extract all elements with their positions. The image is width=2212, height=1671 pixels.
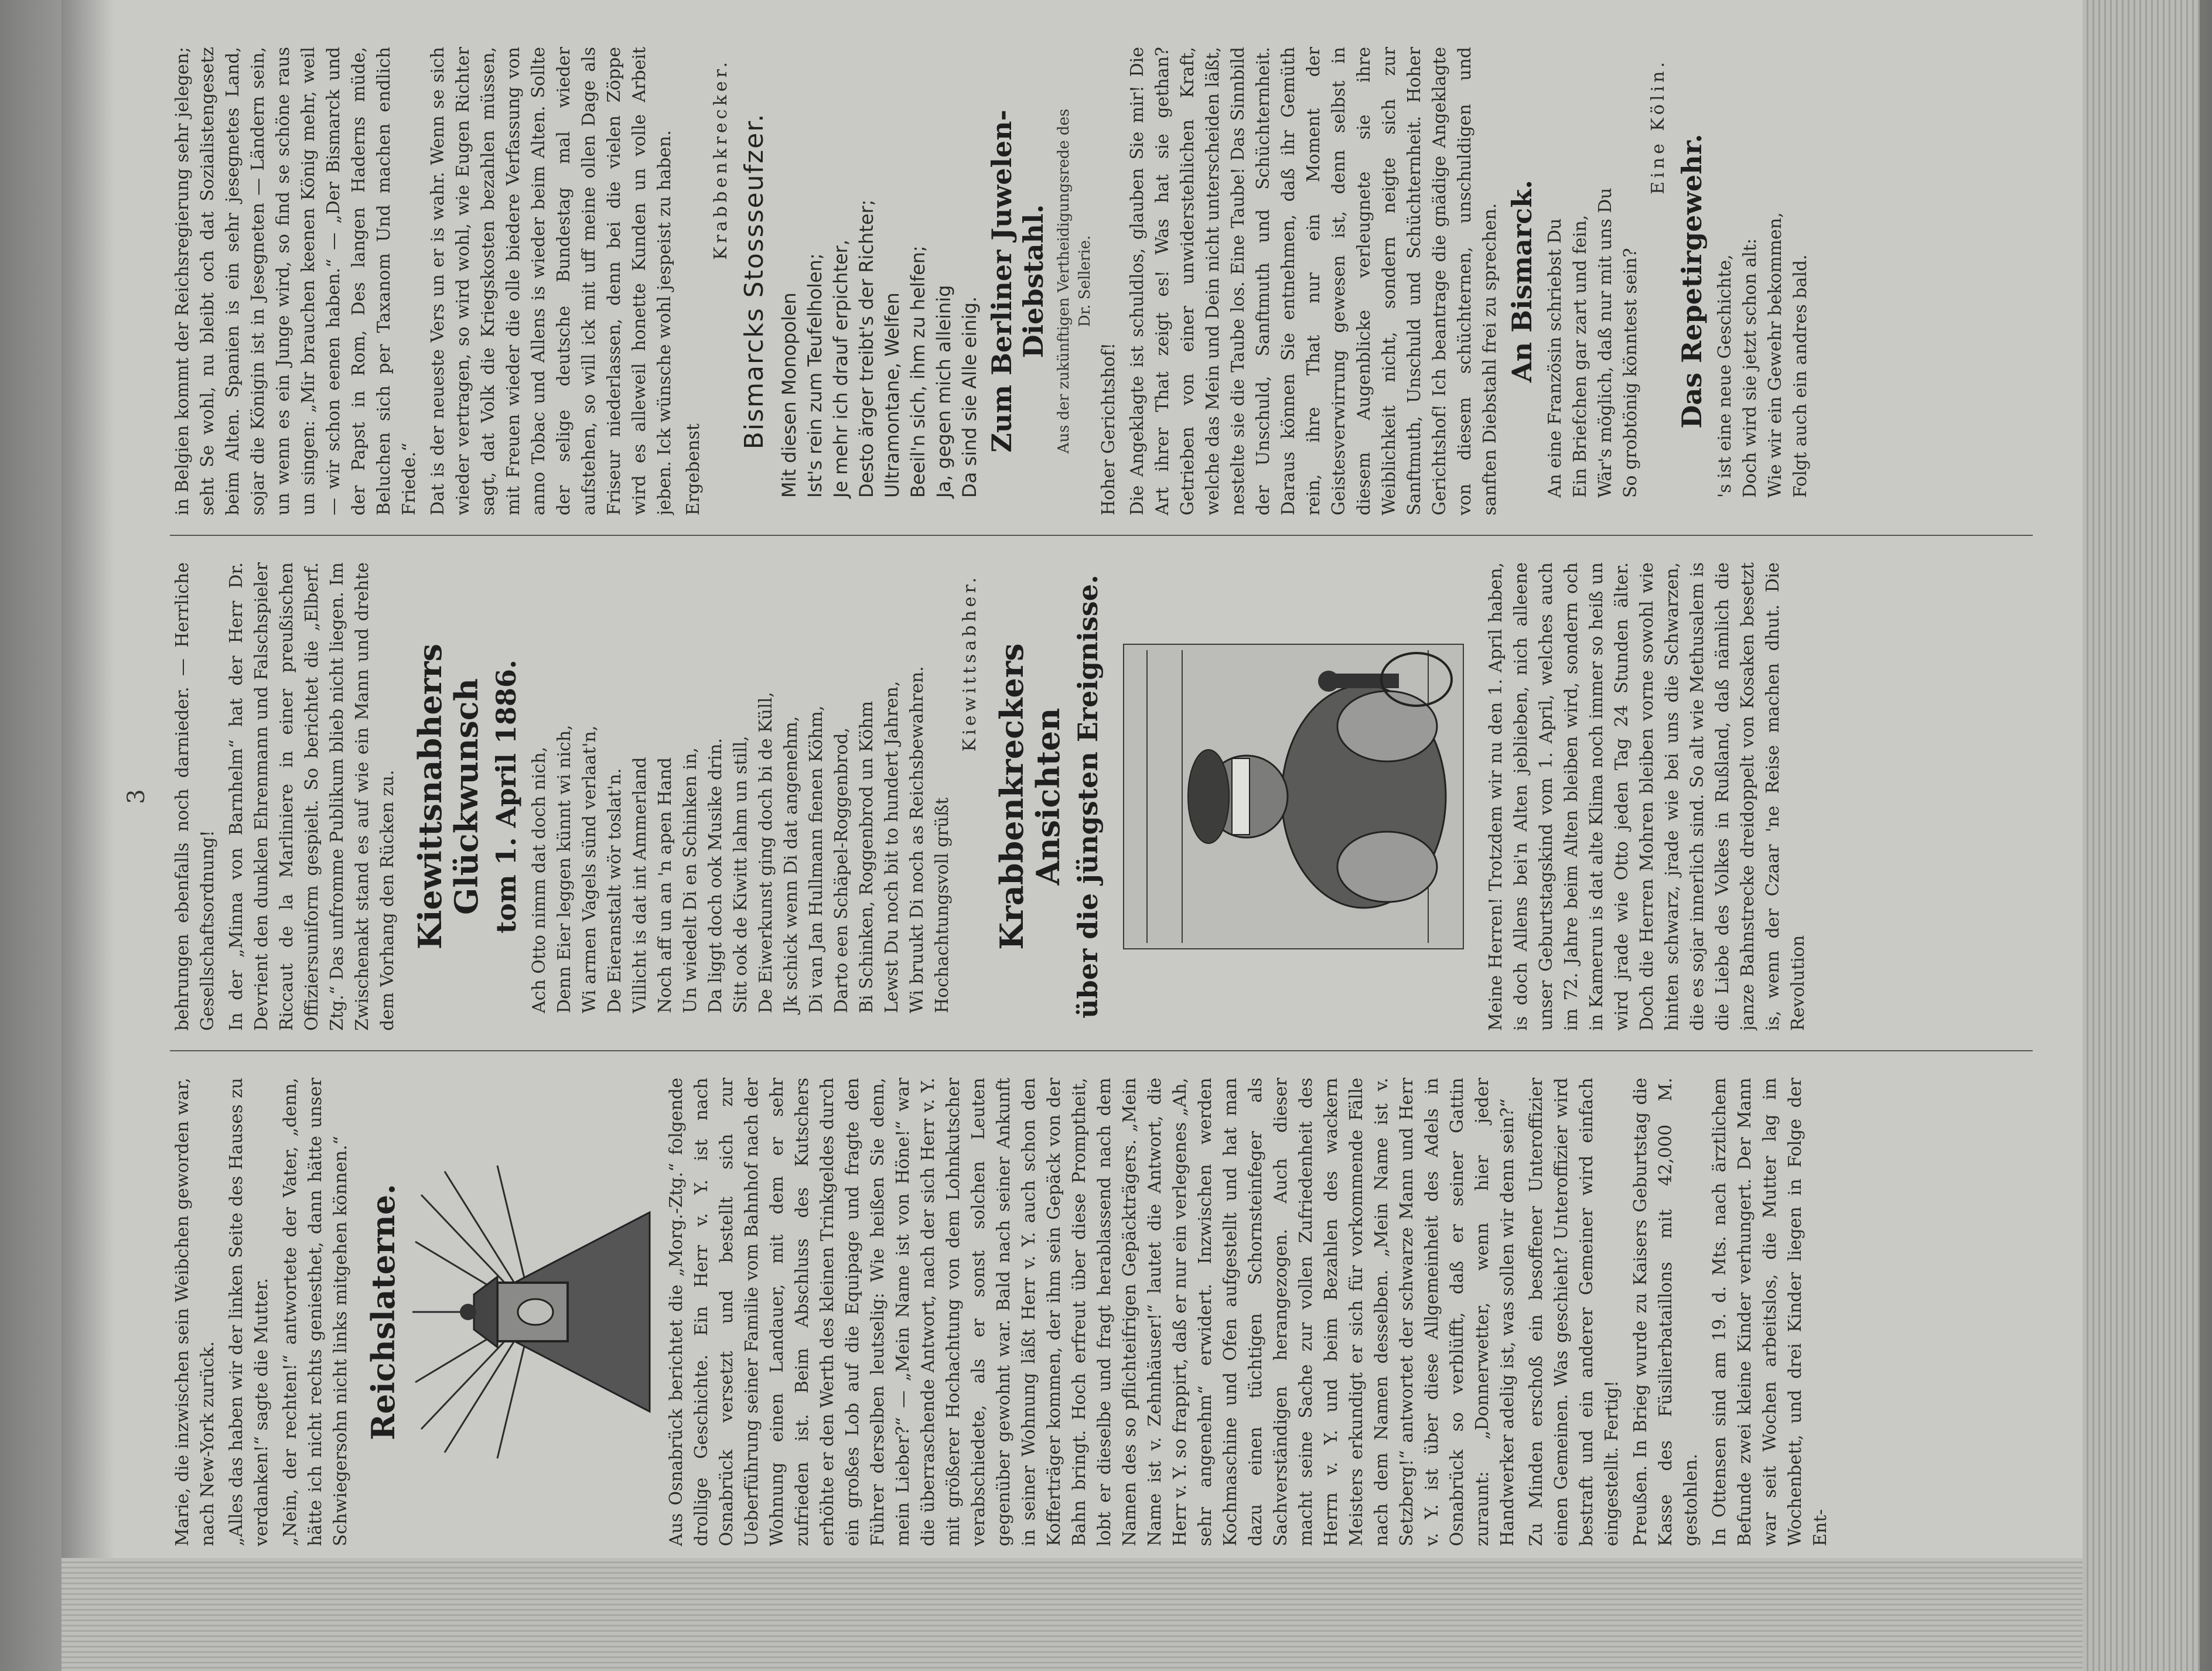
paragraph: „Nein, der rechten!“ antwortete der Vater, „denn, hätte ich nicht rechts geniesthet, dann hätte unser Schwiegersohn nicht links mitgehen können.“ — [280, 1078, 351, 1546]
verse-line: Ultramontane, Welfen — [881, 292, 903, 498]
page-number: 3 — [123, 789, 150, 804]
article-heading-juwelen: Zum Berliner Juwelen-Diebstahl. — [986, 110, 1049, 453]
paragraph: behrungen ebenfalls noch darnieder. — Herrliche Gesellschaftsordnung! — [172, 562, 218, 1031]
verse-line: Ja, gegen mich alleinig — [933, 285, 955, 498]
paragraph: Meine Herren! Trotzdem wir nu den 1. April haben, is doch Allens bei'n Alten jeblieben, nich alleene unser Geburtstagskind vom 1. April, welches auch im 72. Jahre beim Alten bleiben wird, sondern och in Kamerun is dat alte Klima noch immer so heiß un wird jrade wie Otto jeden Tag 24 Stunden älter. Doch die Herren Mohren bleiben vorne sowohl wie hinten schwarz, jrade wie bei uns die Schwarzen, die es sojar innerlich sind. So alt wie Methusalem is die Liebe des Volkes in Rußland, daß nämlich die janze Bahnstrecke dreidoppelt von Kosaken besetzt is, wenn der Czaar 'ne Reise machen dhut. Die Revolution — [1486, 562, 1808, 1031]
article-heading-glueckwunsch: Kiewittsnabherrs Glückwunsch — [411, 643, 485, 950]
article-heading-reichslaterne: Reichslaterne. — [364, 1184, 402, 1440]
column-2 — [170, 562, 2033, 1031]
paragraph: Preußen. In Brieg wurde zu Kaisers Geburtstag die Kasse des Füsilierbataillons mit 42,000 M. gestohlen. — [1630, 1078, 1701, 1546]
byline: Aus der zukünftigen Vertheidigungsrede des — [1055, 108, 1073, 454]
page-edges-bottom — [62, 1558, 2083, 1671]
verse-line: Di van Jan Hullmann fienen Köhm, — [806, 705, 827, 1013]
verse-line: Un wiedelt Di en Schinken in, — [680, 747, 701, 1013]
paragraph: in Belgien kommt der Reichsregierung sehr jelegen; seht Se wohl, nu bleibt och dat Sozialistengesetz beim Alten. Spanien is ein sehr jesegnetes Land, sojar die Königin ist in Jesegneten — Ländern sein, un wenn es ein Junge wird, so find se schöne raus un singen: „Mir brauchen keenen König mehr, weil — wir schon eenen haben.“ — „Der Bismarck und der Papst in Rom, Des langen Haderns müde, Beluchen sich per Taxanom Und machen endlich Friede.“ — [172, 47, 419, 515]
paragraph: Die Angeklagte ist schuldlos, glauben Sie mir! Die Art ihrer That zeigt es! Was hat sie gethan? Getrieben von einer unwiderstehlichen Kraft, welche das Mein und Dein nicht unterscheiden läßt, nestelte sie die Taube los. Eine Taube! Das Sinnbild der Unschuld, Sanftmuth und Schüchternheit. Daraus können Sie entnehmen, daß ihr Gemüth rein, ihre That nur ein Moment der Geistesverwirrung gewesen ist, denn selbst in diesem Augenblicke verleugnete sie ihre Weiblichkeit nicht, sondern neigte sich zur Sanftmuth, Unschuld und Schüchternheit. Hoher Gerichtshof! Ich beantrage die gnädige Angeklagte von diesem schüchternen, unschuldigen und sanften Diebstahl frei zu sprechen. — [1127, 47, 1500, 515]
verse-line: Doch wird sie jetzt schon alt: — [1740, 238, 1760, 498]
page-edges-right — [2083, 0, 2200, 1671]
verse-line: So grobtönig könntest sein? — [1620, 248, 1641, 498]
verse-line: Denn Eier leggen künnt wi nich, — [554, 725, 575, 1013]
paragraph: In Ottensen sind am 19. d. Mts. nach ärztlichem Befunde zwei kleine Kinder verhungert. Der Mann war seit Wochen arbeitslos, die Mutter lag im Wochenbett, und drei Kinder liegen in Folge der Ent- — [1709, 1078, 1831, 1546]
verse-line: Ach Otto nimm dat doch nich, — [529, 746, 549, 1013]
byline: Dr. Sellerie. — [1076, 235, 1094, 327]
signature: Kiewittsabher. — [960, 574, 980, 752]
paragraph: In der „Minna von Barnhelm“ hat der Herr Dr. Devrient den dunklen Ehrenmann und Falschspieler Riccaut de la Marliniere in einer preußischen Offiziersuniform gespielt. So berichtet die „Elberf. Ztg.“ Das unfromme Publikum blieb nicht liegen. Im Zwischenakt stand es auf wie ein Mann und drehte dem Vorhang den Rücken zu. — [226, 562, 398, 1031]
paragraph: Dat is der neueste Vers un er is wahr. Wenn se sich wieder vertragen, so wird wohl, wie Eugen Richter sagt, dat Volk die Kriegskosten bezahlen müssen, mit Freuen wieder die olle biedere Verfassung von anno Tobac und Allens is wieder beim Alten. Sollte der selige deutsche Bundestag mal wieder aufstehen, so will ick mit uff meine ollen Dage als Friseur niederlassen, denn bei die vielen Zöppe wird es alleweil honette Kunden un volle Arbeit jeben. Ick wünsche wohl jespeist zu haben. — [428, 47, 675, 515]
verse-line: Wär's möglich, daß nur mit uns Du — [1595, 187, 1616, 498]
caricature-illustration — [1112, 633, 1475, 961]
article-heading-krabbenkrecker: Krabbenkreckers Ansichten — [993, 643, 1067, 950]
column-rule — [170, 1050, 2033, 1051]
column-rule — [170, 535, 2033, 536]
column-1 — [170, 1078, 2033, 1546]
verse-line: De Eiwerkunst ging doch bi de Küll, — [756, 692, 776, 1013]
verse-line: Darto een Schäpel-Roggenbrod, — [831, 727, 852, 1013]
verse-line: Desto ärger treibt's der Richter; — [855, 199, 878, 498]
signature: Eine Kölin. — [1648, 59, 1668, 194]
printed-page — [123, 47, 2044, 1546]
paragraph: Aus Osnabrück berichtet die „Morg.-Ztg.“ folgende drollige Geschichte. Ein Herr v. Y. ist nach Osnabrück versetzt und bestellt sich zur Ueberführung seiner Familie vom Bahnhof nach der Wohnung einen Landauer, mit dem er sehr zufrieden ist. Beim Abschluss des Kutschers erhöhte er den Werth des kleinen Trinkgeldes durch ein großes Lob auf die Equipage und fragte den Führer derselben leutselig: Wie heißen Sie denn, mein Lieber?“ — „Mein Name ist von Höne!“ war die überraschende Antwort, nach der sich Herr v. Y. mit größerer Hochachtung von dem Lohnkutscher verabschiedete, als er sonst solchen Leuten gegenüber gewohnt war. Bald nach seiner Ankunft in seiner Wohnung läßt Herr v. Y. auch schon den Kofferträger kommen, der ihm sein Gepäck von der Bahn bringt. Hoch erfreut über diese Promptheit, lobt er dieselbe und fragt herablassend nach dem Namen des so pflichteifrigen Gepäckträgers. „Mein Name ist v. Zehnhäuser!“ lautet die Antwort, die Herr v. Y. so frappirt, daß er nur ein verlegenes „Ah, sehr angenehm“ erwidert. Inzwischen werden Kochmaschine und Ofen aufgestellt und hat man dazu einen tüchtigen Schornsteinfeger als Sachverständigen herangezogen. Auch dieser macht seine Sache zur vollen Zufriedenheit des Herrn v. Y. und beim Bezahlen des wackern Meisters erkundigt er sich für vorkommende Fälle nach dem Namen desselben. „Mein Name ist v. Setzberg!“ antwortet der schwarze Mann und Herr v. Y. ist über diese Allgemeinheit des Adels in Osnabrück so verblüfft, daß er seiner Gattin zuraunt: „Donnerwetter, wenn hier jeder Handwerker adelig ist, was sollen wir denn sein?“ — [666, 1078, 1518, 1546]
verse-line: Da sind sie Alle einig. — [958, 296, 981, 498]
lantern-illustration — [409, 1160, 656, 1464]
paragraph: „Alles das haben wir der linken Seite des Hauses zu verdanken!“ sagte die Mutter. — [226, 1078, 272, 1546]
verse-line: 's ist eine neue Geschichte, — [1715, 254, 1735, 498]
verse-line: Je mehr ich drauf erpichter, — [830, 240, 852, 498]
verse-line: Noch aff un an 'n apen Hand — [655, 757, 675, 1013]
paragraph: Hoher Gerichtshof! — [1098, 343, 1119, 515]
verse-line: Bi Schinken, Roggenbrod un Köhm — [856, 700, 877, 1013]
verse-line: Folgt auch ein andres bald. — [1790, 254, 1811, 498]
verse-line: Ist's rein zum Teufelholen; — [804, 253, 826, 498]
paragraph: Zu Minden erschoß ein besoffener Unteroffizier einen Gemeinen. Was geschieht? Unteroffizier wird bestraft und ein anderer Gemeiner wird einfach eingestellt. Fertig! — [1526, 1078, 1622, 1546]
verse-line: De Eieranstalt wör toslat'n. — [605, 768, 625, 1013]
article-subheading: tom 1. April 1886. — [490, 659, 522, 934]
article-heading-an-bismarck: An Bismarck. — [1506, 180, 1538, 383]
verse-line: Ein Briefchen gar zart und fein, — [1570, 214, 1590, 498]
verse-line: Wi armen Vagels sünd verlaat'n, — [579, 725, 600, 1013]
verse-line: Lewst Du noch bit to hundert Jahren, — [882, 681, 902, 1013]
verse-line: Da liggt doch ook Musike drin. — [705, 738, 726, 1013]
article-heading-stossseufzer: Bismarcks Stossseufzer. — [739, 112, 769, 450]
article-subheading: über die jüngsten Ereignisse. — [1072, 575, 1104, 1019]
verse-line: An eine Französin schriebst Du — [1545, 218, 1565, 498]
verse-line: Wi bruukt Di noch as Reichsbewahren. — [907, 666, 927, 1013]
signature: Krabbenkrecker. — [711, 59, 731, 260]
verse-line: Wie wir ein Gewehr bekommen, — [1765, 212, 1786, 498]
verse-line: Hochachtungsvoll grüßt — [932, 797, 953, 1013]
verse-line: Sitt ook de Kiwitt lahm un still, — [730, 736, 751, 1013]
gutter-shadow — [62, 0, 114, 1558]
verse-line: Jk schick wenn Di dat angenehm, — [781, 716, 801, 1013]
column-3 — [170, 47, 2033, 515]
verse-line: Beeil'n sich, ihm zu helfen; — [907, 245, 929, 498]
paragraph: Ergebenst — [683, 423, 704, 515]
verse-line: Villicht is dat int Ammerland — [630, 757, 650, 1013]
paragraph: Marie, die inzwischen sein Weibchen geworden war, nach New-York zurück. — [172, 1078, 218, 1546]
verse-line: Mit diesen Monopolen — [778, 292, 800, 498]
article-heading-repetirgewehr: Das Repetirgewehr. — [1676, 134, 1708, 429]
